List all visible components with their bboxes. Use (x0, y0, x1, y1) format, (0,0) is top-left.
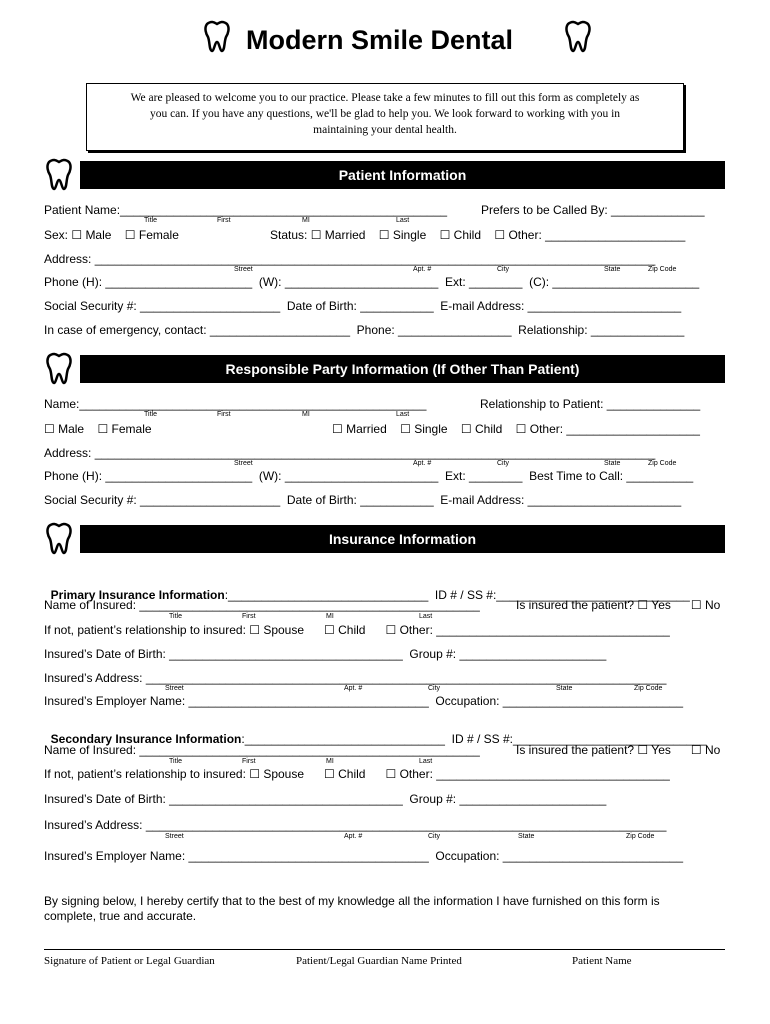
subfield-label: Apt. # (413, 266, 432, 273)
welcome-message: We are pleased to welcome you to our practice. Please take a few minutes to fill out this form as completely as you can. If you have any questions, we'll be glad to help you. We look forward to working with you in maintaining your dental health. (86, 83, 684, 151)
subfield-label: State (604, 266, 621, 273)
section-header-patient: Patient Information (80, 161, 725, 189)
subfield-label: First (242, 758, 256, 765)
subfield-label: Zip Code (648, 460, 677, 467)
emergency-contact-field[interactable]: In case of emergency, contact: _____________________ Phone: _________________ Relationship: ______________ (44, 323, 685, 337)
secondary-insurance-label: Secondary Insurance Information (50, 732, 242, 746)
subfield-label: State (556, 685, 573, 692)
subfield-label: Street (165, 685, 184, 692)
phone-field[interactable]: Phone (H): ______________________ (W): _______________________ Ext: ________ (C): ______________________ (44, 275, 700, 289)
responsible-status-checkboxes[interactable]: ☐ Married ☐ Single ☐ Child ☐ Other: ____________________ (332, 422, 700, 436)
subfield-label: MI (326, 758, 334, 765)
is-insured-patient-checkboxes[interactable]: Is insured the patient? ☐ Yes ☐ No (516, 743, 721, 757)
responsible-sex-checkboxes[interactable]: ☐ Male ☐ Female (44, 422, 152, 436)
tooth-section-icon (44, 521, 74, 557)
signature-line[interactable] (44, 949, 725, 950)
insured-name-field[interactable]: Name of Insured: ___________________________________________________ (44, 743, 480, 757)
insured-name-field[interactable]: Name of Insured: ___________________________________________________ (44, 598, 480, 612)
section-header-responsible: Responsible Party Information (If Other Than Patient) (80, 355, 725, 383)
patient-name-label: Patient Name (572, 955, 632, 967)
subfield-label: Apt. # (344, 685, 363, 692)
subfield-label: Zip Code (648, 266, 677, 273)
insured-dob-field[interactable]: Insured’s Date of Birth: ___________________________________ Group #: ______________________ (44, 792, 607, 806)
subfield-label: City (428, 833, 441, 840)
subfield-label: City (428, 685, 441, 692)
certification-text: By signing below, I hereby certify that to the best of my knowledge all the information I have furnished on this form is complete, true and accurate. (44, 894, 660, 923)
relationship-to-insured-checkboxes[interactable]: If not, patient’s relationship to insured: ☐ Spouse ☐ Child ☐ Other: ___________________________________ (44, 767, 670, 781)
insured-address-field[interactable]: Insured’s Address: ______________________________________________________________________________ (44, 818, 667, 832)
insured-employer-field[interactable]: Insured’s Employer Name: ____________________________________ Occupation: ___________________________ (44, 849, 683, 863)
is-insured-patient-checkboxes[interactable]: Is insured the patient? ☐ Yes ☐ No (516, 598, 721, 612)
page-title: Modern Smile Dental (246, 25, 514, 55)
subfield-label: First (217, 217, 231, 224)
subfield-label: City (497, 266, 510, 273)
secondary-insurance-row (44, 718, 707, 746)
subfield-label: Title (144, 411, 157, 418)
subfield-label: Street (234, 460, 253, 467)
primary-insurance-field[interactable]: :______________________________ ID # / SS #:_____________________________ (224, 588, 690, 602)
responsible-phone-field[interactable]: Phone (H): ______________________ (W): _______________________ Ext: ________ Best Time to Call: __________ (44, 469, 694, 483)
sex-checkboxes[interactable]: Sex: ☐ Male ☐ Female (44, 228, 179, 242)
tooth-logo-icon (563, 20, 593, 54)
subfield-label: Zip Code (626, 833, 655, 840)
tooth-section-icon (44, 351, 74, 387)
subfield-label: State (518, 833, 535, 840)
subfield-label: First (217, 411, 231, 418)
subfield-label: Zip Code (634, 685, 663, 692)
responsible-ssn-field[interactable]: Social Security #: _____________________ Date of Birth: ___________ E-mail Address: _______________________ (44, 493, 682, 507)
insured-address-field[interactable]: Insured’s Address: ______________________________________________________________________________ (44, 671, 667, 685)
subfield-label: Title (169, 613, 182, 620)
insured-dob-field[interactable]: Insured’s Date of Birth: ___________________________________ Group #: ______________________ (44, 647, 607, 661)
subfield-label: Apt. # (344, 833, 363, 840)
insured-employer-field[interactable]: Insured’s Employer Name: ____________________________________ Occupation: ___________________________ (44, 694, 683, 708)
subfield-label: Street (234, 266, 253, 273)
subfield-label: MI (302, 411, 310, 418)
tooth-section-icon (44, 157, 74, 193)
prefers-called-field[interactable]: Prefers to be Called By: ______________ (481, 203, 705, 217)
responsible-address-field[interactable]: Address: ____________________________________________________________________________________ (44, 446, 656, 460)
subfield-label: Last (419, 758, 433, 765)
relationship-to-insured-checkboxes[interactable]: If not, patient’s relationship to insured: ☐ Spouse ☐ Child ☐ Other: ___________________________________ (44, 623, 670, 637)
subfield-label: Last (396, 217, 410, 224)
primary-insurance-label: Primary Insurance Information (50, 588, 225, 602)
subfield-label: Street (165, 833, 184, 840)
signature-label: Signature of Patient or Legal Guardian (44, 955, 215, 967)
relationship-field[interactable]: Relationship to Patient: ______________ (480, 397, 701, 411)
subfield-label: MI (326, 613, 334, 620)
responsible-name-field[interactable]: Name:____________________________________________________ (44, 397, 427, 411)
printed-name-label: Patient/Legal Guardian Name Printed (296, 955, 462, 967)
subfield-label: Last (419, 613, 433, 620)
subfield-label: State (604, 460, 621, 467)
secondary-insurance-field[interactable]: :______________________________ ID # / SS #:_____________________________ (241, 732, 707, 746)
subfield-label: Apt. # (413, 460, 432, 467)
ssn-field[interactable]: Social Security #: _____________________ Date of Birth: ___________ E-mail Address: _______________________ (44, 299, 682, 313)
subfield-label: MI (302, 217, 310, 224)
address-field[interactable]: Address: ____________________________________________________________________________________ (44, 252, 656, 266)
tooth-logo-icon (202, 20, 232, 54)
subfield-label: Last (396, 411, 410, 418)
subfield-label: Title (169, 758, 182, 765)
subfield-label: City (497, 460, 510, 467)
patient-name-field[interactable]: Patient Name:_________________________________________________ (44, 203, 448, 217)
status-checkboxes[interactable]: Status: ☐ Married ☐ Single ☐ Child ☐ Other: _____________________ (270, 228, 686, 242)
subfield-label: First (242, 613, 256, 620)
section-header-insurance: Insurance Information (80, 525, 725, 553)
subfield-label: Title (144, 217, 157, 224)
